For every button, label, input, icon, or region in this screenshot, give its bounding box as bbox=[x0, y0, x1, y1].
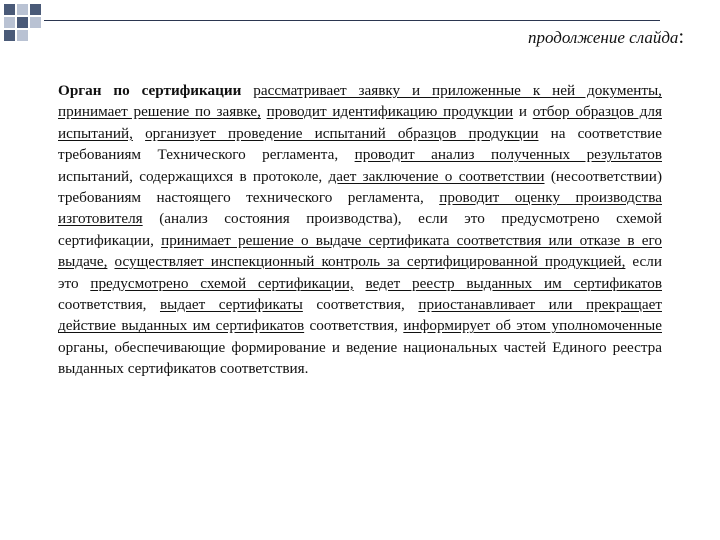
underlined-phrase: принимает решение по заявке, bbox=[58, 103, 261, 121]
text-segment: на соответствие требованиям Технического регламента, bbox=[58, 124, 662, 164]
underlined-phrase: дает заключение о соответствии bbox=[328, 167, 545, 185]
subtitle-text: продолжение слайда bbox=[527, 28, 679, 47]
text-segment: (анализ состояния производства), если это предусмотрено схемой сертификации, bbox=[58, 210, 662, 249]
underlined-phrase: рассматривает заявку и приложенные к ней документы, bbox=[253, 82, 662, 99]
text-segment bbox=[354, 275, 366, 292]
underlined-phrase: информирует об этом уполномоченные bbox=[403, 317, 662, 335]
decor-square bbox=[30, 4, 41, 15]
text-segment: соответствия, bbox=[304, 317, 404, 335]
subtitle-colon: : bbox=[678, 26, 684, 48]
underlined-phrase: осуществляет инспекционный контроль за сертифицированной продукцией, bbox=[114, 253, 626, 271]
underlined-phrase: приостанавливает или прекращает действие выданных им сертификатов bbox=[58, 296, 662, 335]
bold-subject: Орган по сертификации bbox=[58, 82, 254, 99]
underlined-phrase: проводит оценку производства изготовителя bbox=[58, 189, 662, 228]
decor-square bbox=[17, 30, 28, 41]
underlined-phrase: проводит анализ полученных результатов bbox=[354, 146, 662, 164]
decor-square bbox=[4, 30, 15, 41]
slide-subtitle bbox=[528, 26, 684, 49]
underlined-phrase: проводит идентификацию продукции bbox=[266, 103, 514, 121]
underlined-phrase: принимает решение о выдаче сертификата соответствия или отказе в его выдаче, bbox=[58, 231, 662, 271]
text-segment: соответствия, bbox=[58, 296, 160, 314]
text-segment bbox=[133, 125, 145, 142]
underlined-phrase: выдает сертификаты bbox=[159, 296, 303, 314]
decor-square bbox=[30, 17, 41, 28]
header-rule bbox=[44, 20, 660, 21]
text-segment: если это bbox=[58, 253, 663, 292]
decor-square bbox=[17, 17, 28, 28]
underlined-phrase: отбор образцов для испытаний, bbox=[58, 103, 662, 142]
underlined-phrase: организует проведение испытаний образцов продукции bbox=[145, 124, 539, 142]
text-segment: испытаний, содержащихся в протоколе, bbox=[58, 167, 329, 185]
text-segment: органы, обеспечивающие формирование и ведение национальных частей Единого реестра выданных сертификатов соответствия. bbox=[58, 338, 662, 378]
underlined-phrase: предусмотрено схемой сертификации, bbox=[90, 274, 354, 292]
text-segment: соответствия, bbox=[302, 296, 419, 314]
text-segment: (несоответствии) требованиям настоящего технического регламента, bbox=[58, 167, 662, 207]
decor-square bbox=[4, 4, 15, 15]
underlined-phrase: ведет реестр выданных им сертификатов bbox=[365, 274, 662, 292]
text-segment: и bbox=[513, 103, 533, 121]
body-paragraph bbox=[58, 80, 662, 380]
decor-square bbox=[4, 17, 15, 28]
decor-square bbox=[17, 4, 28, 15]
